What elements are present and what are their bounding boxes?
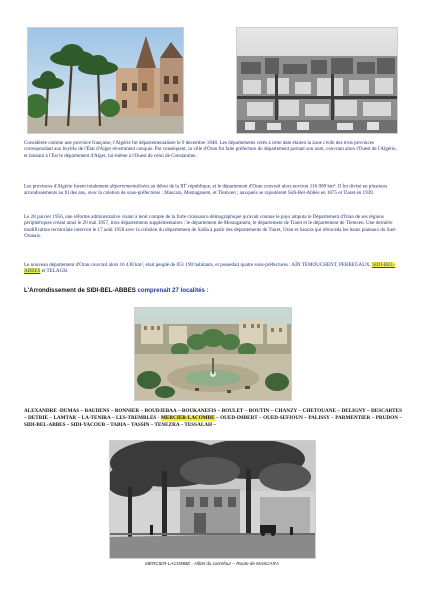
photo-oran-aerial <box>236 27 398 134</box>
paragraph-reforme-1956: Le 28 janvier 1956, une réforme administrative visant à tenir compte de la forte croissance démographique qu'avait connue le pays amputa le Département d'Oran de ses régions périphériques créant ainsi le 20 mai 1957, trois départements supplémentaires : le département de Mostaganem, le département de Tiaret et le département de Tlemcen. Une dernière modification territoriale intervint le 17 août 1958 avec la création du département de Saïda à partir des départements de Tiaret, Oran et Saoura qui rétrocéda les hauts plateaux du Sud-Oranais. <box>24 214 397 239</box>
photo-sidi-bel-abbes <box>134 307 292 401</box>
photo-oran-palms <box>27 27 184 134</box>
photo-caption: MERCIER-LACOMBE - Hôtel du carrefour – Route de MASCARA <box>145 561 279 566</box>
paragraph-provinces: Les provinces d'Algérie furent totalement départementalisées au début de la IIIe république, et le département d'Oran couvrait alors environ 116 000 km². Il fut divisé en plusieurs arrondissements au fil des ans, avec la création de sous-préfectures : Mascara, Mostaganem, et Tlemcen ; auxquels se rajoutèrent Sidi-Bel-Abbès en 1875 et Tiaret en 1939. <box>24 182 388 196</box>
towns-list: ALEXANDRE -DUMAS – BAUDENS – BONNIER – BOUDJEBAA – BOUKANEFIS – BOULET – BOUTIN – CHANZY – CHETOUANE – DELIGNY – DESCARTES – DETRIE – LAMTAR – LA-TENIRA – LES-TREMBLES - MERCIER-LACOMBE – OUED-IMBERT – OUED-SEFIOUN – PALISSY – PARMENTIER – PRUDON –SIDI-BEL-ABBES – SIDI-YACOUB – TABIA – TASSIN – TENEZRA – TESSALAH – <box>24 408 402 428</box>
paragraph-nouveau-departement: Le nouveau département d'Oran couvrait alors 16 438 km², était peuplé de 851 190 habitants, et possédait quatre sous-préfectures : AÏN TEMOUCHENT, PERREGAUX, SIDI-BEL-ABBES et TELAGH. <box>24 262 396 275</box>
photo-mercier-lacombe <box>109 440 316 559</box>
section-title-arrondissement: L'Arrondissement de SIDI-BEL-ABBES comprenait 27 localités : <box>24 287 209 294</box>
paragraph-departementalisation: Considérée comme une province française, l'Algérie fut départementalisée le 9 décembre 1848. Les départements créés à cette date étaient la zone civile des trois provinces correspondant aux beyliks de l'État d'Alger récemment conquis. Par conséquent, la ville d'Oran fut faite préfecture du département portant son nom, couvrant alors l'Ouest de l'Algérie, et laissant à l'Est le département d'Alger, lui-même à l'Ouest de celui de Constantine. <box>24 140 397 159</box>
highlight-mercier-lacombe: MERCIER-LACOMBE <box>160 415 215 421</box>
highlight-sidi-bel-abbes: SIDI-BEL-ABBES <box>24 262 396 275</box>
